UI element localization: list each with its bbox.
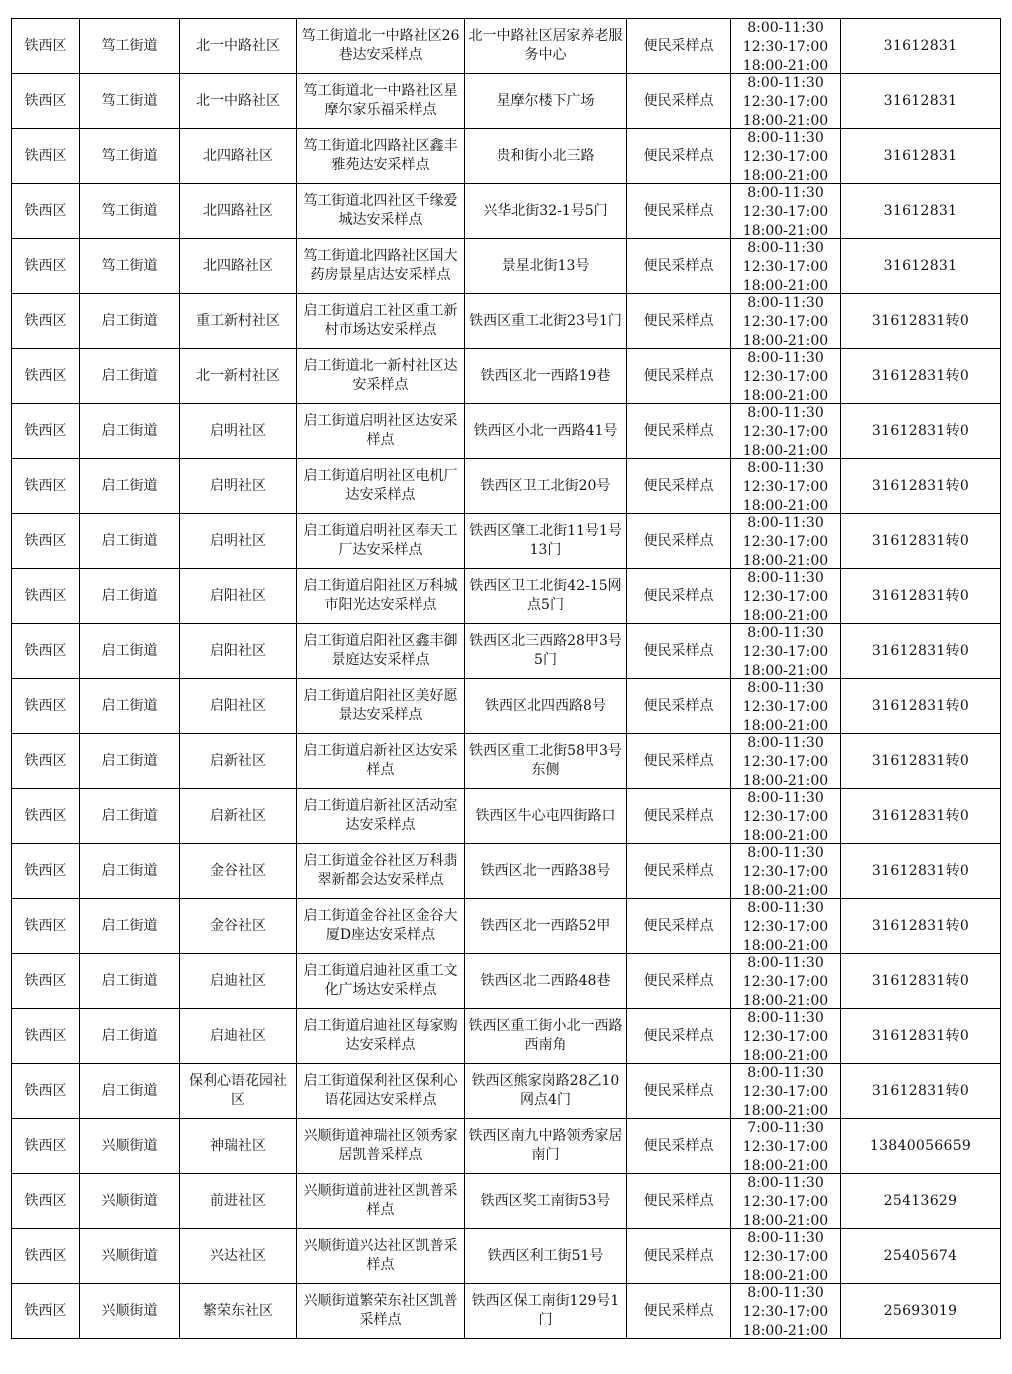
phone-cell: 31612831转0 — [841, 844, 1001, 899]
community-cell: 重工新村社区 — [180, 294, 297, 349]
phone-cell: 31612831 — [841, 239, 1001, 294]
community-cell: 启阳社区 — [180, 679, 297, 734]
street-cell: 启工街道 — [80, 679, 180, 734]
hours-cell — [731, 1064, 841, 1119]
phone-cell: 31612831转0 — [841, 734, 1001, 789]
street-cell: 启工街道 — [80, 734, 180, 789]
hours-text: 8:00-11:30 12:30-17:00 18:00-21:00 — [742, 1010, 829, 1063]
phone-cell: 31612831转0 — [841, 679, 1001, 734]
site-type-cell: 便民采样点 — [627, 1284, 731, 1339]
phone-cell: 31612831转0 — [841, 899, 1001, 954]
district-cell: 铁西区 — [12, 844, 80, 899]
table-row — [12, 1174, 1001, 1229]
address-cell: 铁西区北三西路28甲3号5门 — [465, 624, 627, 679]
hours-cell — [731, 899, 841, 954]
community-cell: 金谷社区 — [180, 899, 297, 954]
community-cell: 北一新村社区 — [180, 349, 297, 404]
hours-text: 8:00-11:30 12:30-17:00 18:00-21:00 — [742, 405, 829, 458]
site-name-cell: 启工街道启明社区达安采样点 — [297, 404, 465, 459]
hours-cell — [731, 1119, 841, 1174]
address-cell: 铁西区保工南街129号1门 — [465, 1284, 627, 1339]
table-row — [12, 954, 1001, 1009]
site-type-cell: 便民采样点 — [627, 1174, 731, 1229]
street-cell: 启工街道 — [80, 569, 180, 624]
phone-cell: 31612831转0 — [841, 789, 1001, 844]
community-cell: 保利心语花园社区 — [180, 1064, 297, 1119]
site-name-cell: 启工街道金谷社区金谷大厦D座达安采样点 — [297, 899, 465, 954]
site-type-cell: 便民采样点 — [627, 734, 731, 789]
district-cell: 铁西区 — [12, 679, 80, 734]
site-type-cell: 便民采样点 — [627, 569, 731, 624]
phone-cell: 31612831转0 — [841, 1064, 1001, 1119]
community-cell: 北四路社区 — [180, 239, 297, 294]
community-cell: 兴达社区 — [180, 1229, 297, 1284]
street-cell: 启工街道 — [80, 404, 180, 459]
hours-cell — [731, 129, 841, 184]
hours-text: 8:00-11:30 12:30-17:00 18:00-21:00 — [742, 130, 829, 183]
site-type-cell: 便民采样点 — [627, 1009, 731, 1064]
street-cell: 启工街道 — [80, 349, 180, 404]
hours-cell — [731, 74, 841, 129]
phone-cell: 31612831转0 — [841, 349, 1001, 404]
hours-text: 8:00-11:30 12:30-17:00 18:00-21:00 — [742, 790, 829, 843]
site-name-cell: 启工街道启阳社区美好愿景达安采样点 — [297, 679, 465, 734]
address-cell: 铁西区重工街小北一西路西南角 — [465, 1009, 627, 1064]
hours-cell — [731, 569, 841, 624]
community-cell: 金谷社区 — [180, 844, 297, 899]
district-cell: 铁西区 — [12, 349, 80, 404]
phone-cell: 31612831转0 — [841, 569, 1001, 624]
community-cell: 启明社区 — [180, 459, 297, 514]
phone-cell: 13840056659 — [841, 1119, 1001, 1174]
community-cell: 繁荣东社区 — [180, 1284, 297, 1339]
community-cell: 启明社区 — [180, 514, 297, 569]
address-cell: 铁西区重工北街23号1门 — [465, 294, 627, 349]
site-name-cell: 笃工街道北一中路社区星摩尔家乐福采样点 — [297, 74, 465, 129]
community-cell: 启明社区 — [180, 404, 297, 459]
hours-text: 8:00-11:30 12:30-17:00 18:00-21:00 — [742, 1065, 829, 1118]
site-type-cell: 便民采样点 — [627, 404, 731, 459]
address-cell: 铁西区南九中路领秀家居南门 — [465, 1119, 627, 1174]
street-cell: 启工街道 — [80, 1064, 180, 1119]
site-name-cell: 笃工街道北四路社区国大药房景星店达安采样点 — [297, 239, 465, 294]
hours-cell — [731, 19, 841, 74]
table-row — [12, 569, 1001, 624]
street-cell: 启工街道 — [80, 294, 180, 349]
address-cell: 铁西区北一西路19巷 — [465, 349, 627, 404]
hours-text: 8:00-11:30 12:30-17:00 18:00-21:00 — [742, 460, 829, 513]
hours-cell — [731, 1284, 841, 1339]
table-row — [12, 19, 1001, 74]
district-cell: 铁西区 — [12, 624, 80, 679]
table-row — [12, 734, 1001, 789]
phone-cell: 31612831转0 — [841, 624, 1001, 679]
site-type-cell: 便民采样点 — [627, 624, 731, 679]
table-body — [12, 19, 1001, 1339]
community-cell: 北一中路社区 — [180, 19, 297, 74]
site-type-cell: 便民采样点 — [627, 1064, 731, 1119]
site-name-cell: 兴顺街道兴达社区凯普采样点 — [297, 1229, 465, 1284]
site-name-cell: 笃工街道北一中路社区26巷达安采样点 — [297, 19, 465, 74]
site-type-cell: 便民采样点 — [627, 19, 731, 74]
street-cell: 启工街道 — [80, 789, 180, 844]
district-cell: 铁西区 — [12, 184, 80, 239]
street-cell: 兴顺街道 — [80, 1229, 180, 1284]
community-cell: 神瑞社区 — [180, 1119, 297, 1174]
hours-cell — [731, 1174, 841, 1229]
phone-cell: 31612831转0 — [841, 954, 1001, 1009]
community-cell: 启新社区 — [180, 734, 297, 789]
table-row — [12, 844, 1001, 899]
site-type-cell: 便民采样点 — [627, 239, 731, 294]
street-cell: 兴顺街道 — [80, 1174, 180, 1229]
table-row — [12, 184, 1001, 239]
hours-text: 8:00-11:30 12:30-17:00 18:00-21:00 — [742, 350, 829, 403]
phone-cell: 31612831转0 — [841, 404, 1001, 459]
street-cell: 笃工街道 — [80, 184, 180, 239]
table-row — [12, 459, 1001, 514]
street-cell: 启工街道 — [80, 954, 180, 1009]
community-cell: 北四路社区 — [180, 184, 297, 239]
site-type-cell: 便民采样点 — [627, 1229, 731, 1284]
district-cell: 铁西区 — [12, 954, 80, 1009]
site-name-cell: 兴顺街道繁荣东社区凯普采样点 — [297, 1284, 465, 1339]
table-row — [12, 1229, 1001, 1284]
street-cell: 启工街道 — [80, 1009, 180, 1064]
site-name-cell: 启工街道启阳社区鑫丰御景庭达安采样点 — [297, 624, 465, 679]
hours-text: 8:00-11:30 12:30-17:00 18:00-21:00 — [742, 20, 829, 73]
hours-cell — [731, 294, 841, 349]
site-type-cell: 便民采样点 — [627, 844, 731, 899]
table-row — [12, 1119, 1001, 1174]
hours-cell — [731, 349, 841, 404]
street-cell: 笃工街道 — [80, 74, 180, 129]
phone-cell: 25693019 — [841, 1284, 1001, 1339]
community-cell: 启阳社区 — [180, 569, 297, 624]
site-name-cell: 笃工街道北四路社区鑫丰雅苑达安采样点 — [297, 129, 465, 184]
hours-text: 8:00-11:30 12:30-17:00 18:00-21:00 — [742, 1285, 829, 1338]
hours-text: 8:00-11:30 12:30-17:00 18:00-21:00 — [742, 570, 829, 623]
sampling-sites-sheet — [11, 18, 1001, 1339]
address-cell: 铁西区北一西路52甲 — [465, 899, 627, 954]
hours-cell — [731, 1229, 841, 1284]
site-name-cell: 启工街道启新社区活动室达安采样点 — [297, 789, 465, 844]
district-cell: 铁西区 — [12, 1284, 80, 1339]
hours-cell — [731, 459, 841, 514]
hours-cell — [731, 514, 841, 569]
district-cell: 铁西区 — [12, 1009, 80, 1064]
address-cell: 铁西区北二西路48巷 — [465, 954, 627, 1009]
district-cell: 铁西区 — [12, 459, 80, 514]
address-cell: 铁西区卫工北街20号 — [465, 459, 627, 514]
site-name-cell: 启工街道启迪社区每家购达安采样点 — [297, 1009, 465, 1064]
site-type-cell: 便民采样点 — [627, 349, 731, 404]
table-row — [12, 899, 1001, 954]
street-cell: 启工街道 — [80, 844, 180, 899]
district-cell: 铁西区 — [12, 294, 80, 349]
hours-text: 8:00-11:30 12:30-17:00 18:00-21:00 — [742, 900, 829, 953]
address-cell: 铁西区熊家岗路28乙10网点4门 — [465, 1064, 627, 1119]
hours-text: 8:00-11:30 12:30-17:00 18:00-21:00 — [742, 735, 829, 788]
site-name-cell: 启工街道启工社区重工新村市场达安采样点 — [297, 294, 465, 349]
phone-cell: 31612831转0 — [841, 1009, 1001, 1064]
street-cell: 启工街道 — [80, 514, 180, 569]
site-type-cell: 便民采样点 — [627, 294, 731, 349]
hours-text: 8:00-11:30 12:30-17:00 18:00-21:00 — [742, 75, 829, 128]
district-cell: 铁西区 — [12, 1174, 80, 1229]
address-cell: 景星北街13号 — [465, 239, 627, 294]
phone-cell: 31612831转0 — [841, 459, 1001, 514]
community-cell: 启新社区 — [180, 789, 297, 844]
street-cell: 兴顺街道 — [80, 1119, 180, 1174]
table-row — [12, 1009, 1001, 1064]
address-cell: 兴华北街32-1号5门 — [465, 184, 627, 239]
hours-text: 8:00-11:30 12:30-17:00 18:00-21:00 — [742, 845, 829, 898]
hours-text: 8:00-11:30 12:30-17:00 18:00-21:00 — [742, 185, 829, 238]
site-type-cell: 便民采样点 — [627, 184, 731, 239]
street-cell: 启工街道 — [80, 624, 180, 679]
street-cell: 笃工街道 — [80, 19, 180, 74]
site-type-cell: 便民采样点 — [627, 74, 731, 129]
address-cell: 铁西区利工街51号 — [465, 1229, 627, 1284]
site-type-cell: 便民采样点 — [627, 129, 731, 184]
hours-text: 8:00-11:30 12:30-17:00 18:00-21:00 — [742, 625, 829, 678]
address-cell: 铁西区小北一西路41号 — [465, 404, 627, 459]
table-row — [12, 74, 1001, 129]
community-cell: 北一中路社区 — [180, 74, 297, 129]
district-cell: 铁西区 — [12, 19, 80, 74]
community-cell: 启迪社区 — [180, 954, 297, 1009]
address-cell: 铁西区牛心屯四街路口 — [465, 789, 627, 844]
district-cell: 铁西区 — [12, 734, 80, 789]
site-name-cell: 启工街道启迪社区重工文化广场达安采样点 — [297, 954, 465, 1009]
district-cell: 铁西区 — [12, 514, 80, 569]
hours-text: 7:00-11:30 12:30-17:00 18:00-21:00 — [742, 1120, 829, 1173]
address-cell: 铁西区奖工南街53号 — [465, 1174, 627, 1229]
phone-cell: 31612831 — [841, 184, 1001, 239]
street-cell: 兴顺街道 — [80, 1284, 180, 1339]
table-row — [12, 1284, 1001, 1339]
site-name-cell: 启工街道保利社区保利心语花园达安采样点 — [297, 1064, 465, 1119]
hours-cell — [731, 404, 841, 459]
district-cell: 铁西区 — [12, 1064, 80, 1119]
table-row — [12, 789, 1001, 844]
hours-text: 8:00-11:30 12:30-17:00 18:00-21:00 — [742, 240, 829, 293]
table-row — [12, 294, 1001, 349]
community-cell: 启阳社区 — [180, 624, 297, 679]
hours-text: 8:00-11:30 12:30-17:00 18:00-21:00 — [742, 680, 829, 733]
hours-text: 8:00-11:30 12:30-17:00 18:00-21:00 — [742, 1230, 829, 1283]
phone-cell: 25413629 — [841, 1174, 1001, 1229]
address-cell: 贵和街小北三路 — [465, 129, 627, 184]
address-cell: 北一中路社区居家养老服务中心 — [465, 19, 627, 74]
phone-cell: 31612831转0 — [841, 514, 1001, 569]
street-cell: 启工街道 — [80, 899, 180, 954]
table-row — [12, 129, 1001, 184]
site-name-cell: 启工街道启明社区奉天工厂达安采样点 — [297, 514, 465, 569]
address-cell: 铁西区重工北街58甲3号东侧 — [465, 734, 627, 789]
district-cell: 铁西区 — [12, 404, 80, 459]
hours-cell — [731, 624, 841, 679]
district-cell: 铁西区 — [12, 899, 80, 954]
street-cell: 笃工街道 — [80, 129, 180, 184]
district-cell: 铁西区 — [12, 789, 80, 844]
site-name-cell: 兴顺街道前进社区凯普采样点 — [297, 1174, 465, 1229]
table-row — [12, 1064, 1001, 1119]
address-cell: 星摩尔楼下广场 — [465, 74, 627, 129]
address-cell: 铁西区北一西路38号 — [465, 844, 627, 899]
community-cell: 北四路社区 — [180, 129, 297, 184]
hours-text: 8:00-11:30 12:30-17:00 18:00-21:00 — [742, 515, 829, 568]
site-type-cell: 便民采样点 — [627, 954, 731, 1009]
hours-cell — [731, 239, 841, 294]
sampling-sites-table — [11, 18, 1001, 1339]
hours-text: 8:00-11:30 12:30-17:00 18:00-21:00 — [742, 295, 829, 348]
phone-cell: 31612831 — [841, 19, 1001, 74]
site-type-cell: 便民采样点 — [627, 789, 731, 844]
community-cell: 前进社区 — [180, 1174, 297, 1229]
site-name-cell: 启工街道启新社区达安采样点 — [297, 734, 465, 789]
district-cell: 铁西区 — [12, 1119, 80, 1174]
table-row — [12, 349, 1001, 404]
hours-cell — [731, 734, 841, 789]
hours-text: 8:00-11:30 12:30-17:00 18:00-21:00 — [742, 955, 829, 1008]
site-type-cell: 便民采样点 — [627, 514, 731, 569]
site-name-cell: 启工街道金谷社区万科翡翠新都会达安采样点 — [297, 844, 465, 899]
district-cell: 铁西区 — [12, 239, 80, 294]
phone-cell: 31612831转0 — [841, 294, 1001, 349]
phone-cell: 31612831 — [841, 74, 1001, 129]
hours-cell — [731, 844, 841, 899]
district-cell: 铁西区 — [12, 129, 80, 184]
site-name-cell: 兴顺街道神瑞社区领秀家居凯普采样点 — [297, 1119, 465, 1174]
hours-text: 8:00-11:30 12:30-17:00 18:00-21:00 — [742, 1175, 829, 1228]
hours-cell — [731, 789, 841, 844]
address-cell: 铁西区北四西路8号 — [465, 679, 627, 734]
community-cell: 启迪社区 — [180, 1009, 297, 1064]
hours-cell — [731, 679, 841, 734]
site-name-cell: 启工街道北一新村社区达安采样点 — [297, 349, 465, 404]
site-type-cell: 便民采样点 — [627, 459, 731, 514]
district-cell: 铁西区 — [12, 569, 80, 624]
district-cell: 铁西区 — [12, 74, 80, 129]
site-name-cell: 启工街道启阳社区万科城市阳光达安采样点 — [297, 569, 465, 624]
site-type-cell: 便民采样点 — [627, 679, 731, 734]
hours-cell — [731, 954, 841, 1009]
street-cell: 笃工街道 — [80, 239, 180, 294]
table-row — [12, 679, 1001, 734]
hours-cell — [731, 184, 841, 239]
street-cell: 启工街道 — [80, 459, 180, 514]
table-row — [12, 404, 1001, 459]
site-type-cell: 便民采样点 — [627, 899, 731, 954]
site-name-cell: 启工街道启明社区电机厂达安采样点 — [297, 459, 465, 514]
phone-cell: 25405674 — [841, 1229, 1001, 1284]
table-row — [12, 624, 1001, 679]
site-type-cell: 便民采样点 — [627, 1119, 731, 1174]
table-row — [12, 239, 1001, 294]
hours-cell — [731, 1009, 841, 1064]
address-cell: 铁西区卫工北街42-15网点5门 — [465, 569, 627, 624]
district-cell: 铁西区 — [12, 1229, 80, 1284]
phone-cell: 31612831 — [841, 129, 1001, 184]
site-name-cell: 笃工街道北四社区千缘爱城达安采样点 — [297, 184, 465, 239]
table-row — [12, 514, 1001, 569]
address-cell: 铁西区肇工北街11号1号13门 — [465, 514, 627, 569]
